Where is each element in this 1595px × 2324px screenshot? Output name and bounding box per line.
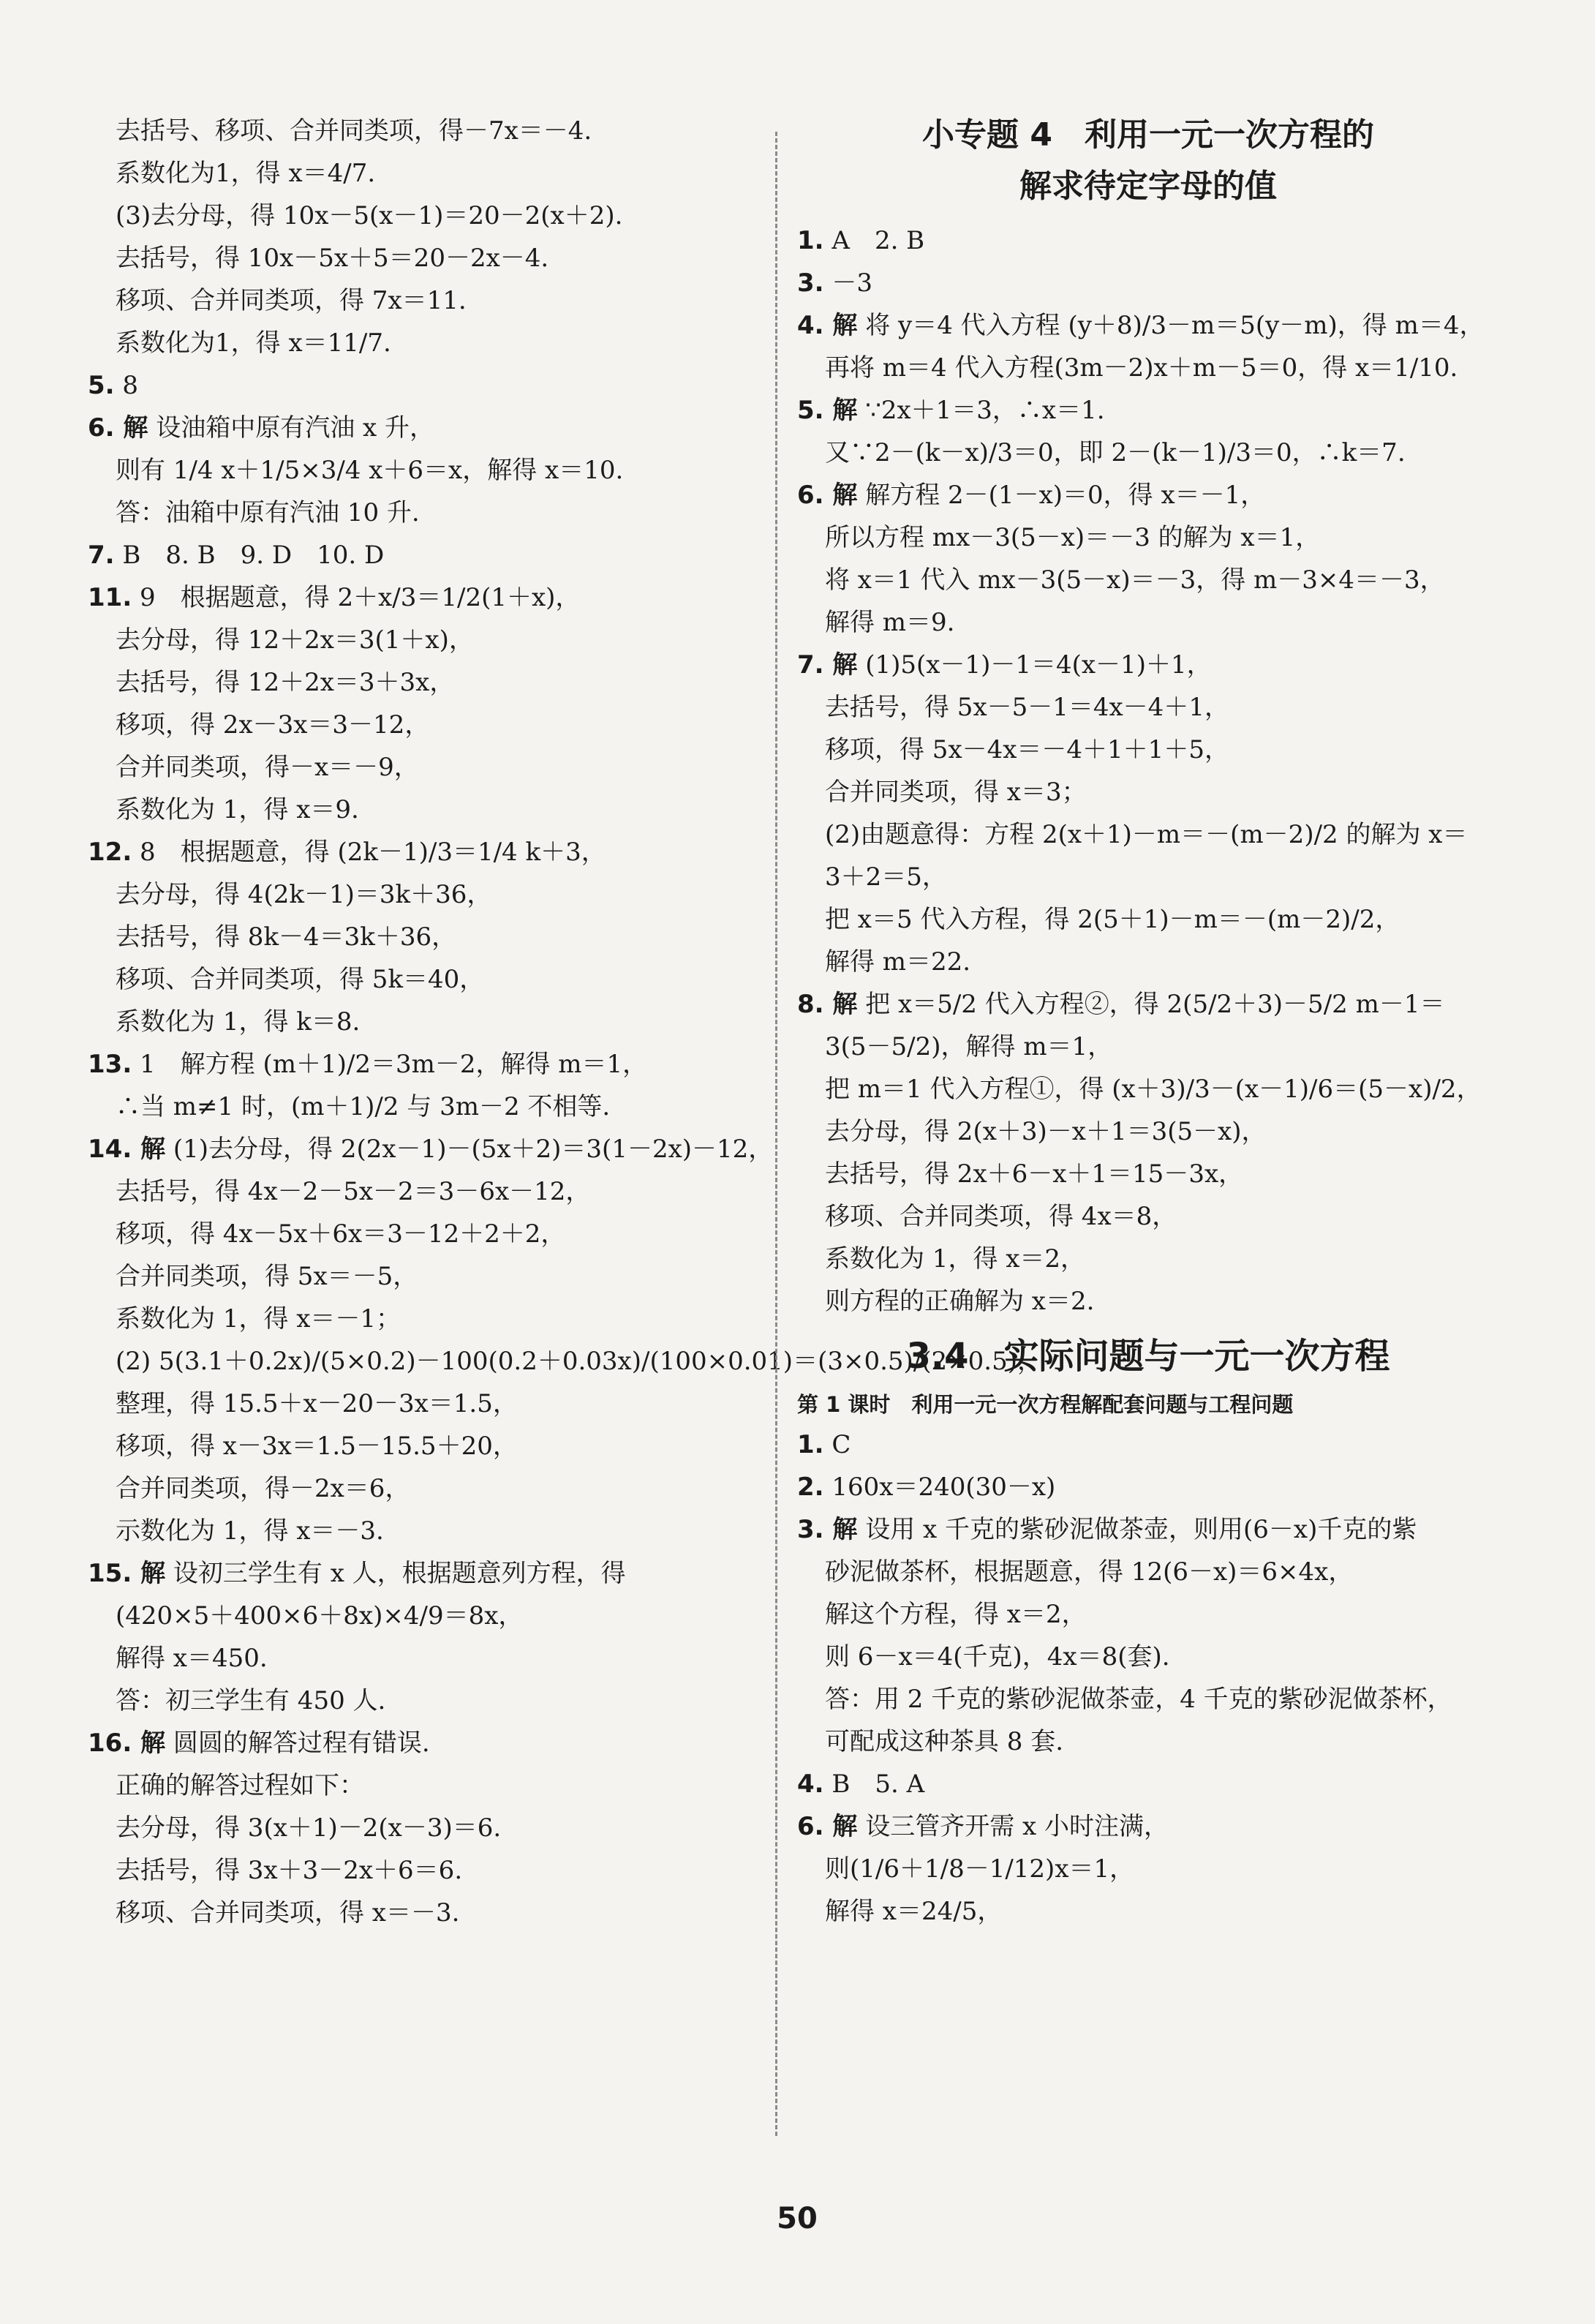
answer-line <box>797 1721 1499 1763</box>
question-number: 8. 解 <box>797 990 858 1019</box>
answer-line <box>797 389 1499 432</box>
answer-text: 将 y＝4 代入方程 (y＋8)/3－m＝5(y－m)，得 m＝4， <box>857 311 1485 340</box>
answer-line <box>88 195 761 237</box>
answer-text: 系数化为 1，得 x＝－1； <box>116 1304 401 1334</box>
question-number: 6. 解 <box>797 481 858 510</box>
answer-text: 则有 1/4 x＋1/5×3/4 x＋6＝x，解得 x＝10. <box>116 456 624 485</box>
answer-text: 去括号、移项、合并同类项，得－7x＝－4. <box>116 116 592 146</box>
answer-text: 答：油箱中原有汽油 10 升. <box>116 498 420 527</box>
topic-answers <box>797 219 1499 1323</box>
answer-text: 把 m＝1 代入方程①，得 (x＋3)/3－(x－1)/6＝(5－x)/2， <box>825 1075 1482 1104</box>
answer-line <box>88 746 761 789</box>
answer-line <box>88 407 761 449</box>
question-number: 7. 解 <box>797 650 858 680</box>
answer-line <box>797 304 1499 347</box>
answer-line <box>797 559 1499 601</box>
answer-text: 示数化为 1，得 x＝－3. <box>116 1516 384 1546</box>
question-number: 1. <box>797 1430 824 1459</box>
answer-text: 合并同类项，得－2x＝6， <box>116 1474 410 1503</box>
answer-line <box>797 1238 1499 1280</box>
question-number: 11. <box>88 583 132 612</box>
answer-line <box>797 1068 1499 1110</box>
answer-text: 则(1/6＋1/8－1/12)x＝1， <box>825 1854 1135 1884</box>
answer-text: 去括号，得 5x－5－1＝4x－4＋1， <box>825 693 1229 722</box>
answer-text: 合并同类项，得 x＝3； <box>825 778 1087 807</box>
answer-text: 把 x＝5/2 代入方程②，得 2(5/2＋3)－5/2 m－1＝ <box>857 990 1445 1019</box>
answer-text: 3(5－5/2)，解得 m＝1， <box>825 1032 1113 1061</box>
answer-line <box>88 322 761 364</box>
answer-text: 移项、合并同类项，得 7x＝11. <box>116 286 467 315</box>
topic-title-line-2: 解求待定字母的值 <box>1019 168 1277 205</box>
lesson-answers <box>797 1424 1499 1933</box>
answer-text: B 5. A <box>823 1770 925 1799</box>
answer-text: 再将 m＝4 代入方程(3m－2)x＋m－5＝0，得 x＝1/10. <box>825 353 1458 383</box>
question-number: 12. <box>88 838 132 867</box>
answer-line <box>88 789 761 831</box>
answer-text: 系数化为1，得 x＝4/7. <box>116 159 376 188</box>
answer-line <box>88 1510 761 1552</box>
answer-line <box>88 661 761 704</box>
answer-text: 把 x＝5 代入方程，得 2(5＋1)－m＝－(m－2)/2， <box>825 905 1400 934</box>
answer-line <box>88 1722 761 1764</box>
answer-text: 整理，得 15.5＋x－20－3x＝1.5， <box>116 1389 518 1418</box>
answer-line <box>88 1892 761 1934</box>
page-number: 50 <box>777 2202 818 2235</box>
answer-line <box>88 1637 761 1680</box>
answer-text: 9 根据题意，得 2＋x/3＝1/2(1＋x)， <box>132 583 581 612</box>
answer-text: 合并同类项，得 5x＝－5， <box>116 1262 418 1291</box>
answer-text: 正确的解答过程如下： <box>116 1771 364 1800</box>
answer-text: C <box>823 1430 851 1459</box>
answer-line <box>88 1298 761 1340</box>
answer-text: 移项，得 x－3x＝1.5－15.5＋20， <box>116 1432 518 1461</box>
answer-line <box>797 941 1499 983</box>
question-number: 2. <box>797 1473 824 1502</box>
answer-line <box>797 1195 1499 1238</box>
answer-text: 移项、合并同类项，得 x＝－3. <box>116 1898 460 1928</box>
answer-line <box>88 534 761 576</box>
answer-line <box>88 873 761 916</box>
answer-text: 1 解方程 (m＋1)/2＝3m－2，解得 m＝1， <box>132 1050 648 1079</box>
answer-text: 解方程 2－(1－x)＝0，得 x＝－1， <box>857 481 1266 510</box>
answer-line <box>88 449 761 492</box>
answer-line <box>797 601 1499 644</box>
answer-text: (2)由题意得：方程 2(x＋1)－m＝－(m－2)/2 的解为 x＝ <box>825 820 1468 849</box>
answer-text: (420×5＋400×6＋8x)×4/9＝8x， <box>116 1601 524 1631</box>
answer-line <box>88 279 761 322</box>
answer-text: 去分母，得 2(x＋3)－x＋1＝3(5－x)， <box>825 1117 1267 1146</box>
answer-line <box>797 1551 1499 1593</box>
answer-text: 移项、合并同类项，得 4x＝8， <box>825 1202 1177 1231</box>
answer-line <box>797 686 1499 729</box>
answer-line <box>797 262 1499 304</box>
answer-text: 将 x＝1 代入 mx－3(5－x)＝－3，得 m－3×4＝－3， <box>825 565 1445 595</box>
lesson-title: 第 1 课时 利用一元一次方程解配套问题与工程问题 <box>797 1392 1294 1417</box>
answer-line <box>797 898 1499 941</box>
answer-line <box>88 110 761 152</box>
answer-line <box>88 152 761 195</box>
answer-text: 系数化为1，得 x＝11/7. <box>116 328 391 358</box>
answer-text: 圆圆的解答过程有错误. <box>165 1729 430 1758</box>
answer-line <box>797 644 1499 686</box>
answer-line <box>797 219 1499 262</box>
answer-line <box>797 813 1499 856</box>
answer-line <box>88 1849 761 1892</box>
question-number: 4. 解 <box>797 311 858 340</box>
answer-line <box>88 704 761 746</box>
answer-line <box>88 1552 761 1595</box>
answer-line <box>88 1128 774 1170</box>
answer-line <box>88 1807 761 1849</box>
answer-text: 解得 m＝9. <box>825 608 955 637</box>
answer-line <box>88 831 761 873</box>
question-number: 13. <box>88 1050 132 1079</box>
answer-line <box>88 958 761 1001</box>
answer-text: ∴当 m≠1 时，(m＋1)/2 与 3m－2 不相等. <box>116 1092 611 1121</box>
answer-text: 系数化为 1，得 x＝9. <box>116 795 359 824</box>
answer-text: (2) 5(3.1＋0.2x)/(5×0.2)－100(0.2＋0.03x)/(100×0.01)＝(3×0.5)/(2×0.5)， <box>116 1347 1042 1376</box>
answer-text: 解得 x＝24/5， <box>825 1897 1003 1926</box>
answer-line <box>88 576 761 619</box>
answer-text: 去括号，得 2x＋6－x＋1＝15－3x， <box>825 1159 1244 1189</box>
answer-line <box>88 1213 761 1255</box>
answer-text: 系数化为 1，得 k＝8. <box>116 1007 361 1037</box>
answer-text: 所以方程 mx－3(5－x)＝－3 的解为 x＝1， <box>825 523 1321 552</box>
answer-text: 答：用 2 千克的紫砂泥做茶壶，4 千克的紫砂泥做茶杯， <box>825 1685 1452 1714</box>
answer-text: 解得 x＝450. <box>116 1644 268 1673</box>
answer-text: 去分母，得 3(x＋1)－2(x－3)＝6. <box>116 1813 502 1843</box>
answer-line <box>88 1383 761 1425</box>
answer-text: 去分母，得 4(2k－1)＝3k＋36， <box>116 880 492 909</box>
answer-line <box>88 619 761 661</box>
answer-line <box>797 516 1499 559</box>
answer-text: A 2. B <box>823 226 925 255</box>
question-number: 4. <box>797 1770 824 1799</box>
answer-line <box>88 1425 761 1467</box>
answer-text: (1)5(x－1)－1＝4(x－1)＋1， <box>857 650 1212 680</box>
answer-line <box>797 729 1499 771</box>
answer-text: 设三管齐开需 x 小时注满， <box>857 1812 1169 1841</box>
answer-text: 合并同类项，得－x＝－9， <box>116 753 419 782</box>
answer-line <box>88 1467 761 1510</box>
answer-line <box>88 1680 761 1722</box>
answer-text: 可配成这种茶具 8 套. <box>825 1727 1064 1756</box>
answer-text: 系数化为 1，得 x＝2， <box>825 1244 1086 1274</box>
answer-text: 又∵2－(k－x)/3＝0，即 2－(k－1)/3＝0，∴k＝7. <box>825 438 1406 467</box>
question-number: 5. 解 <box>797 396 858 425</box>
topic-title <box>797 110 1499 212</box>
answer-line <box>797 1890 1499 1933</box>
question-number: 6. 解 <box>88 413 148 443</box>
question-number: 5. <box>88 371 115 400</box>
question-number: 3. 解 <box>797 1515 858 1544</box>
answer-text: 移项，得 2x－3x＝3－12， <box>116 710 430 740</box>
answer-text: 去括号，得 4x－2－5x－2＝3－6x－12， <box>116 1177 591 1206</box>
answer-line <box>88 237 761 279</box>
question-number: 15. 解 <box>88 1559 166 1588</box>
answer-line <box>797 771 1499 813</box>
answer-text: 160x＝240(30－x) <box>823 1473 1056 1502</box>
answer-text: 答：初三学生有 450 人. <box>116 1686 386 1715</box>
answer-line <box>797 1508 1499 1551</box>
answer-text: 去括号，得 12＋2x＝3＋3x， <box>116 668 455 697</box>
answer-line <box>797 1805 1499 1848</box>
answer-line <box>797 1466 1499 1508</box>
answer-text: 设用 x 千克的紫砂泥做茶壶，则用(6－x)千克的紫 <box>857 1515 1417 1544</box>
topic-title-line-1: 小专题 4 利用一元一次方程的 <box>922 116 1374 154</box>
answer-line <box>88 1340 1042 1383</box>
answer-line <box>797 1153 1499 1195</box>
answer-text: 去括号，得 10x－5x＋5＝20－2x－4. <box>116 244 549 273</box>
answer-line <box>797 1593 1499 1636</box>
question-number: 6. 解 <box>797 1812 858 1841</box>
answer-text: 则 6－x＝4(千克)，4x＝8(套). <box>825 1642 1170 1671</box>
answer-line <box>797 1280 1499 1323</box>
answer-line <box>88 364 761 407</box>
answer-text: 解得 m＝22. <box>825 947 971 977</box>
answer-line <box>88 1086 761 1128</box>
answer-text: (1)去分母，得 2(2x－1)－(5x＋2)＝3(1－2x)－12， <box>165 1135 774 1164</box>
answer-line <box>797 347 1499 389</box>
section-title: 3.4 实际问题与一元一次方程 <box>906 1336 1390 1377</box>
answer-line <box>797 1678 1499 1721</box>
answer-text: 设初三学生有 x 人，根据题意列方程，得 <box>165 1559 626 1588</box>
answer-line <box>797 983 1499 1026</box>
right-column <box>797 110 1499 1933</box>
answer-line <box>797 1763 1499 1805</box>
question-number: 3. <box>797 268 824 298</box>
answer-text: 移项、合并同类项，得 5k＝40， <box>116 965 485 994</box>
answer-line <box>797 856 1499 898</box>
answer-text: ∵2x＋1＝3，∴x＝1. <box>857 396 1105 425</box>
answer-text: 去括号，得 3x＋3－2x＋6＝6. <box>116 1856 463 1885</box>
answer-text: (3)去分母，得 10x－5(x－1)＝20－2(x＋2). <box>116 201 623 230</box>
answer-line <box>797 1424 1499 1466</box>
answer-text: 8 根据题意，得 (2k－1)/3＝1/4 k＋3， <box>132 838 606 867</box>
answer-line <box>88 1001 761 1043</box>
answer-line <box>797 1636 1499 1678</box>
answer-text: B 8. B 9. D 10. D <box>114 541 385 570</box>
answer-line <box>88 1043 761 1086</box>
answer-text: 8 <box>114 371 139 400</box>
answer-line <box>797 1026 1499 1068</box>
answer-text: 去分母，得 12＋2x＝3(1＋x)， <box>116 625 474 655</box>
answer-line <box>797 1110 1499 1153</box>
answer-text: －3 <box>823 268 873 298</box>
answer-text: 解这个方程，得 x＝2， <box>825 1600 1087 1629</box>
answer-text: 移项，得 4x－5x＋6x＝3－12＋2＋2， <box>116 1219 566 1249</box>
answer-text: 设油箱中原有汽油 x 升， <box>148 413 435 443</box>
answer-line <box>88 916 761 958</box>
answer-line <box>88 1595 761 1637</box>
question-number: 14. 解 <box>88 1135 166 1164</box>
answer-line <box>88 1255 761 1298</box>
answer-text: 3＋2＝5， <box>825 862 947 892</box>
column-divider <box>775 132 777 2136</box>
answer-text: 则方程的正确解为 x＝2. <box>825 1287 1095 1316</box>
answer-line <box>88 492 761 534</box>
answer-line <box>797 474 1499 516</box>
answer-text: 去括号，得 8k－4＝3k＋36， <box>116 922 457 952</box>
question-number: 7. <box>88 541 115 570</box>
answer-text: 砂泥做茶杯，根据题意，得 12(6－x)＝6×4x， <box>825 1557 1354 1587</box>
question-number: 16. 解 <box>88 1729 166 1758</box>
answer-line <box>797 1848 1499 1890</box>
answer-text: 移项，得 5x－4x＝－4＋1＋1＋5， <box>825 735 1229 764</box>
answer-line <box>797 432 1499 474</box>
answer-line <box>88 1170 761 1213</box>
answer-line <box>88 1764 761 1807</box>
question-number: 1. <box>797 226 824 255</box>
